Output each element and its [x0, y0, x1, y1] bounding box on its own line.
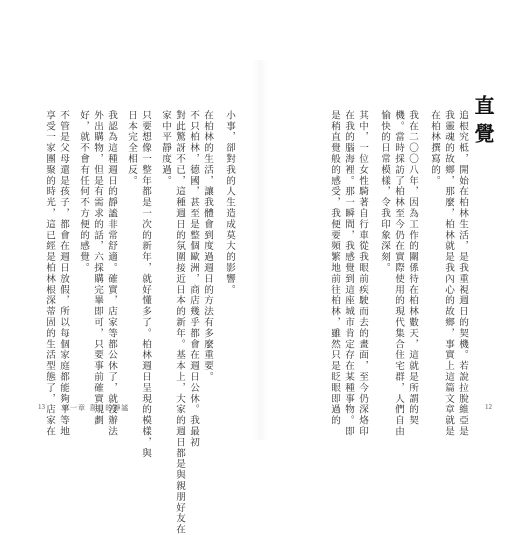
- chapter-title: 直覺: [471, 95, 495, 151]
- text-column: 享受一家團聚的時光，這已經是柏林根深蒂固的生活型態了，店家在: [44, 110, 55, 437]
- right-page: [260, 0, 520, 500]
- text-column: 好，就不會有任何不方便的感覺。: [78, 110, 89, 274]
- text-column: 其中，一位女性騎著自行車從我眼前疾駛而去的畫面，至今仍深烙印: [357, 110, 368, 437]
- text-column: 小事，卻對我的人生造成莫大的影響。: [224, 110, 235, 296]
- text-column: 追根究柢，開始在柏林生活，是我重視週日的契機。若說拉脫維亞是: [457, 110, 468, 437]
- page-number: 12: [485, 403, 492, 411]
- text-column: 我在二〇〇八年，因為工作的關係待在柏林數天，這就是所謂的契: [407, 110, 418, 427]
- text-column: 在柏林撰寫的。: [429, 110, 440, 187]
- text-column: 日本完全相反。: [126, 110, 137, 187]
- text-column: 對此驚訝不已，這種週日的氛圍接近日本的新年。基本上，大家的週日都是與親朋好友在: [174, 110, 185, 535]
- text-column: 不只柏林，德國，甚至是整個歐洲，商店幾乎都會在週日公休。我最初: [188, 110, 199, 448]
- text-column: 只要想像一整年都是一次的新年，就好懂多了。柏林週日呈現的模樣，與: [140, 110, 151, 459]
- text-column: 家中平靜度過。: [160, 110, 171, 187]
- text-column: 不管是父母還是孩子，都會在週日放假，所以每個家庭都能夠平等地: [58, 110, 69, 437]
- text-column: 我認為這種週日的靜謐非常舒適。確實，店家等都公休了，就沒辦法: [106, 110, 117, 437]
- page-number: 13: [38, 403, 45, 411]
- text-column: 外出購物，但是有需求的話，六採購完畢即可，只要事前確實規劃: [92, 110, 103, 427]
- running-head: 第一章 喜日的靜謐: [62, 404, 130, 412]
- text-column: 在我的腦海裡。那一瞬間，我感覺到這座城市肯定存在某種事物。即: [343, 110, 354, 437]
- text-column: 愉快的日常模樣，令我印象深刻。: [379, 110, 390, 274]
- text-column: 在柏林的生活，讓我體會到度過週日的方法有多麼重要。: [202, 110, 213, 383]
- text-column: 是稍直覺般的感受，我便要頻繁地前往柏林，雖然只是眨眼即過的: [329, 110, 340, 427]
- text-column: 我靈魂的故鄉，那麼，柏林就是我內心的故鄉，事實上這篇文章就是: [443, 110, 454, 437]
- text-column: 機。當時採訪了柏林至今仍在實際使用的現代集合住宅群，人們自由: [393, 110, 404, 437]
